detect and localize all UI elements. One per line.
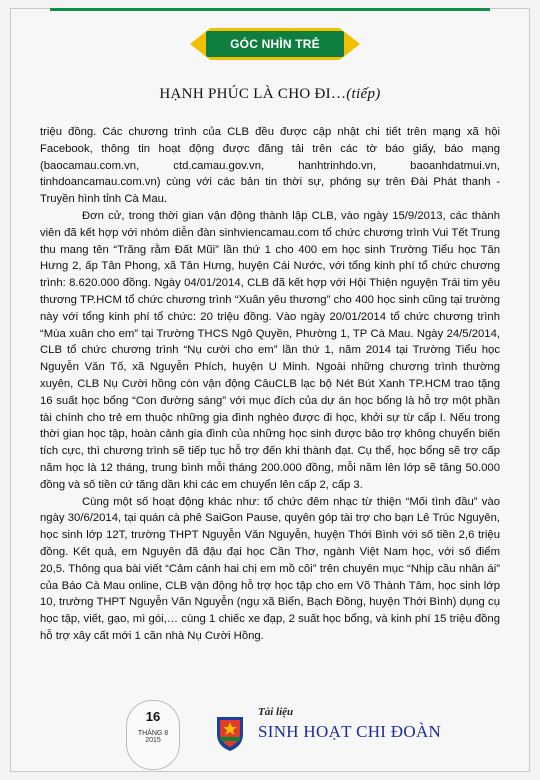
page-number: 16 (145, 709, 161, 724)
article-title (0, 86, 540, 103)
paragraph-3: Cùng một số hoạt động khác như: tổ chức đêm nhạc từ thiện “Mối tình đầu” vào ngày 30/6/2014, tại quán cà phê SaiGon Pause, quyên góp tài trợ cho bạn Lê Trúc Nguyên, học sinh lớp 12T, trường THPT Nguyễn Văn Nguyễn, huyện Thới Bình với số tiền 2,6 triệu đồng. Kết quả, em Nguyên đã đậu đại học Cần Thơ, ngành Việt Nam học, với số điểm 20,5. Thông qua bài viết “Cảm cảnh hai chị em mồ côi” trên chuyên mục “Nhịp cầu nhân ái” của Báo Cà Mau online, CLB vận động hỗ trợ học tập cho em Võ Thành Tâm, học sinh lớp 10, trường THPT Nguyễn Văn Nguyễn (ngụ xã Biển, Bạch Đồng, huyện Thới Bình) dụng cụ học tập, viết, gạo, mì gói,… cùng 1 chiếc xe đạp, 2 suất học bổng, và kinh phí 15 triệu đồng hỗ trợ xây cất mới 1 căn nhà Nụ Cười Hồng. (40, 495, 500, 642)
article-body (40, 124, 500, 645)
section-banner (206, 31, 344, 57)
paragraph-1: triệu đồng. Các chương trình của CLB đều được cập nhật chi tiết trên mạng xã hội Facebook, thông tin hoạt động được đăng tải trên các tờ báo giấy, báo mạng (baocamau.com.vn, ctd.camau.gov.vn, hanhtrinhdo.vn, baoanhdatmui.vn, tinhdoancamau.com.vn) cùng với các bản tin thời sự, phóng sự trên Đài Phát thanh - Truyền hình tỉnh Cà Mau. (40, 126, 500, 206)
publication-name: SINH HOẠT CHI ĐOÀN (258, 722, 442, 741)
article-title-suffix: (tiếp) (346, 86, 381, 102)
article-title-main: HẠNH PHÚC LÀ CHO ĐI… (159, 86, 347, 102)
youth-union-logo-icon (214, 714, 246, 752)
issue-month: THÁNG 8 (137, 730, 169, 737)
issue-year: 2015 (145, 737, 161, 744)
section-banner-text: GÓC NHÌN TRẺ (230, 37, 320, 51)
publication-label-small: Tài liệu (258, 706, 294, 718)
page-number-circle (126, 700, 180, 770)
header-bar (50, 8, 490, 11)
publication-label (258, 706, 458, 742)
paragraph-2: Đơn cử, trong thời gian vận động thành lập CLB, vào ngày 15/9/2013, các thành viên đã kết hợp với nhóm diễn đàn sinhviencamau.com tổ chức chương trình Vui Tết Trung thu mang tên “Trăng rằm Đất Mũi” lần thứ 1 cho 400 em học sinh Trường Tiểu học Tân Hưng 2, ấp Tân Phong, xã Tân Hưng, huyện Cái Nước, với tổng kinh phí tổ chức chương trình: 8.620.000 đồng. Ngày 04/01/2014, CLB đã kết hợp với Hội Thiện nguyện Trái tim yêu thương TP.HCM tổ chức chương trình “Xuân yêu thương” cho 400 học sinh cũng tại trường này với tổng kinh phí tổ chức: 20 triệu đồng. Vào ngày 20/01/2014 tổ chức chương trình “Mùa xuân cho em” tại Trường THCS Ngô Quyền, Phường 1, TP Cà Mau. Ngày 24/5/2014, CLB tổ chức chương trình “Nụ cười cho em” lần thứ 1, năm 2014 tại Trường Tiểu học Nguyễn Văn Tố, xã Nguyễn Phích, huyện U Minh. Ngoài những chương trình thường xuyên, CLB Nụ Cười hồng còn vận động CâuCLB lạc bộ Nét Bút Xanh TP.HCM trao tặng 16 suất học bổng “Con đường sáng” với mục đích của dự án học bổng là hỗ trợ một phần tài chính cho trẻ em thuộc những gia đình nghèo được đi học, khởi sự từ cấp I. Nếu trong thời gian học tập, hoàn cảnh gia đình của những học sinh được bảo trợ không chuyển biến tích cực, thì chương trình sẽ tiếp tục hỗ trợ đến khi thành đạt. Cụ thể, học bổng sẽ trợ cấp năm học là 12 tháng, trung bình mỗi tháng 200.000 đồng, mỗi năm lên lớp sẽ tăng 50.000 đồng và số tiền cứ tăng dần khi các em chuyển lên cấp 2, cấp 3. (40, 209, 500, 491)
page-number-badge (126, 700, 180, 770)
